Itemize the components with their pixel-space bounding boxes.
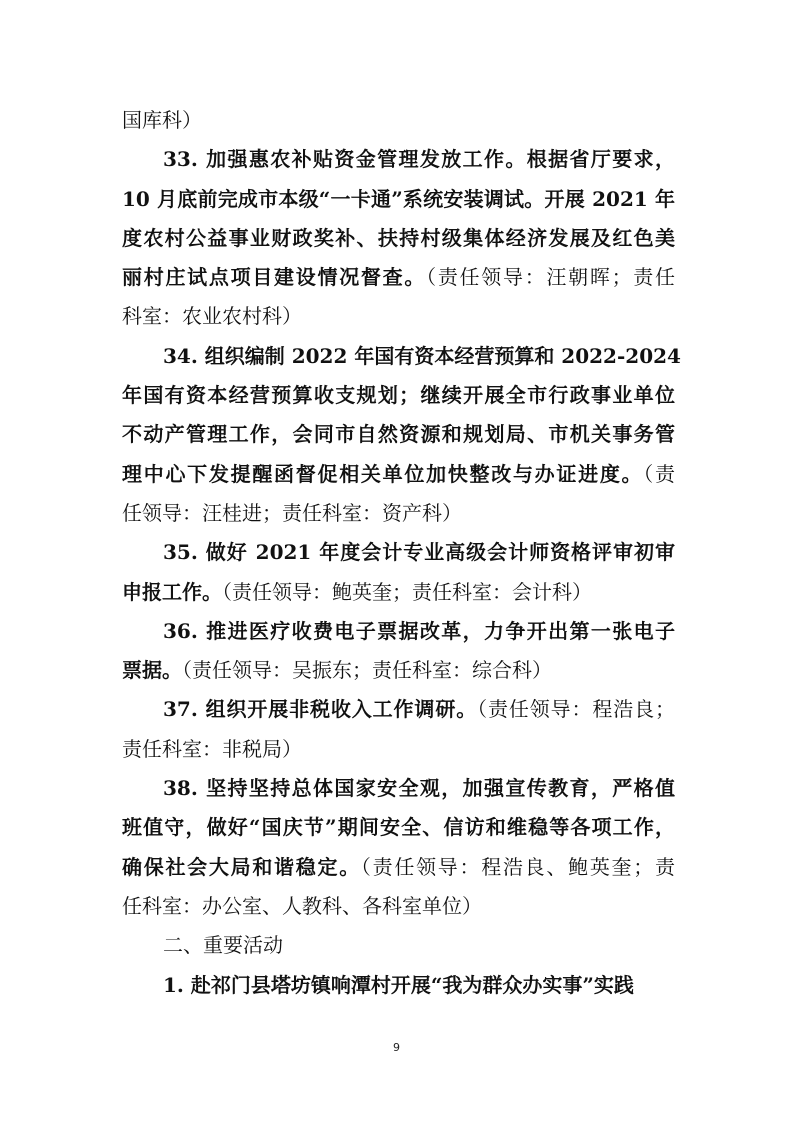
plain-text: 任领导：汪桂进；责任科室：资产科）	[122, 500, 462, 525]
bold-text: 36. 推进医疗收费电子票据改革，力争开出第一张电子	[163, 618, 675, 643]
text-line	[122, 140, 675, 179]
plain-text: （责	[643, 461, 676, 486]
bold-text: 34. 组织编制 2022 年国有资本经营预算和 2022-2024	[163, 343, 681, 368]
bold-text: 确保社会大局和谐稳定。	[122, 854, 361, 879]
text-line	[122, 101, 675, 140]
bold-text: 理中心下发提醒函督促相关单位加快整改与办证进度。	[122, 461, 644, 486]
text-line	[122, 494, 675, 533]
bold-text: 1. 赴祁门县塔坊镇响潭村开展“我为群众办实事”实践	[163, 972, 634, 997]
text-line	[122, 415, 675, 454]
text-line	[122, 180, 675, 219]
plain-text: （责任领导：鲍英奎；责任科室：会计科）	[222, 579, 592, 604]
plain-text: 任科室：办公室、人教科、各科室单位）	[122, 893, 482, 918]
text-line	[122, 258, 675, 297]
text-line	[122, 926, 675, 965]
text-line	[122, 297, 675, 336]
plain-text: 国库科）	[122, 108, 202, 132]
plain-text: 二、重要活动	[163, 933, 283, 958]
text-line	[122, 848, 675, 887]
bold-text: 票据。	[122, 658, 182, 683]
plain-text: （责任领导：程浩良、鲍英奎；责	[360, 854, 676, 879]
text-line	[122, 612, 675, 651]
plain-text: （责任领导：程浩良；	[477, 697, 675, 722]
text-line	[122, 769, 675, 808]
bold-text: 37. 组织开展非税收入工作调研。	[163, 697, 478, 722]
bold-text: 10 月底前完成市本级“一卡通”系统安装调试。开展 2021 年	[122, 186, 675, 211]
plain-text: （责任领导：汪朝晖；责任	[426, 265, 676, 290]
text-line	[122, 808, 675, 847]
text-line	[122, 651, 675, 690]
text-line	[122, 573, 675, 612]
bold-text: 丽村庄试点项目建设情况督查。	[122, 265, 427, 290]
bold-text: 33. 加强惠农补贴资金管理发放工作。根据省厅要求，	[163, 147, 675, 172]
text-line	[122, 337, 681, 376]
text-line	[122, 455, 675, 494]
bold-text: 不动产管理工作，会同市自然资源和规划局、市机关事务管	[122, 422, 675, 447]
text-line	[122, 690, 675, 729]
bold-text: 38. 坚持坚持总体国家安全观，加强宣传教育，严格值	[163, 776, 675, 801]
page-number: 9	[393, 1041, 400, 1054]
bold-text: 申报工作。	[122, 579, 222, 604]
plain-text: 科室：农业农村科）	[122, 304, 302, 329]
text-line	[122, 730, 675, 769]
body-text	[122, 101, 681, 1005]
text-line	[122, 966, 675, 1005]
bold-text: 度农村公益事业财政奖补、扶持村级集体经济发展及红色美	[122, 225, 675, 250]
bold-text: 年国有资本经营预算收支规划；继续开展全市行政事业单位	[122, 383, 675, 408]
text-line	[122, 533, 675, 572]
plain-text: 责任科室：非税局）	[122, 736, 302, 761]
plain-text: （责任领导：吴振东；责任科室：综合科）	[182, 658, 552, 683]
text-line	[122, 376, 675, 415]
text-line	[122, 219, 675, 258]
bold-text: 班值守，做好“国庆节”期间安全、信访和维稳等各项工作，	[122, 815, 675, 840]
bold-text: 35. 做好 2021 年度会计专业高级会计师资格评审初审	[163, 540, 675, 565]
text-line	[122, 887, 675, 926]
